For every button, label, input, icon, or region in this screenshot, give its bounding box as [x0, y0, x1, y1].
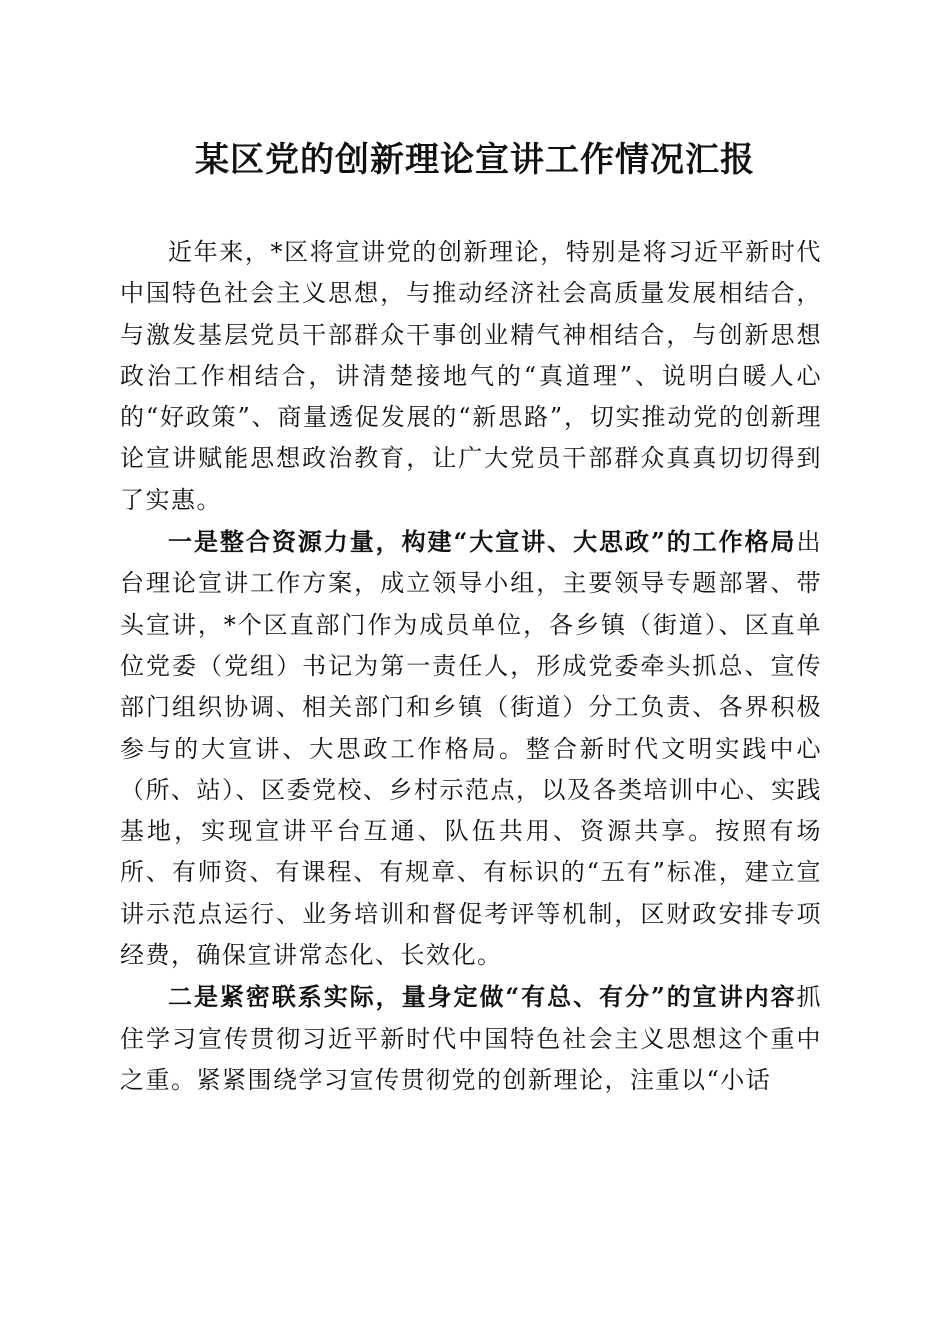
document-body — [120, 232, 822, 1101]
section-two-heading: 二是紧密联系实际，量身定做“有总、有分”的宣讲内容 — [168, 982, 797, 1012]
paragraph-intro-text: 近年来，*区将宣讲党的创新理论，特别是将习近平新时代中国特色社会主义思想，与推动经济社会高质量发展相结合，与激发基层党员干部群众干事创业精气神相结合，与创新思想政治工作相结合，讲清楚接地气的“真道理”、说明白暖人心的“好政策”、商量透促发展的“新思路”，切实推动党的创新理论宣讲赋能思想政治教育，让广大党员干部群众真真切切得到了实惠。 — [120, 238, 822, 514]
paragraph-section-two — [120, 976, 822, 1101]
section-one-text: 出台理论宣讲工作方案，成立领导小组，主要领导专题部署、带头宣讲，*个区直部门作为成员单位，各乡镇（街道）、区直单位党委（党组）书记为第一责任人，形成党委牵头抓总、宣传部门组织协调、相关部门和乡镇（街道）分工负责、各界积极参与的大宣讲、大思政工作格局。整合新时代文明实践中心（所、站）、区委党校、乡村示范点，以及各类培训中心、实践基地，实现宣讲平台互通、队伍共用、资源共享。按照有场所、有师资、有课程、有规章、有标识的“五有”标准，建立宣讲示范点运行、业务培训和督促考评等机制，区财政安排专项经费，确保宣讲常态化、长效化。 — [120, 528, 822, 970]
paragraph-intro — [120, 232, 822, 521]
document-title: 某区党的创新理论宣讲工作情况汇报 — [195, 140, 755, 180]
section-one-heading: 一是整合资源力量，构建“大宣讲、大思政”的工作格局 — [168, 527, 797, 557]
section-two-text: 抓住学习宣传贯彻习近平新时代中国特色社会主义思想这个重中之重。紧紧围绕学习宣传贯彻党的创新理论，注重以“小话 — [120, 983, 822, 1094]
paragraph-section-one — [120, 521, 822, 976]
